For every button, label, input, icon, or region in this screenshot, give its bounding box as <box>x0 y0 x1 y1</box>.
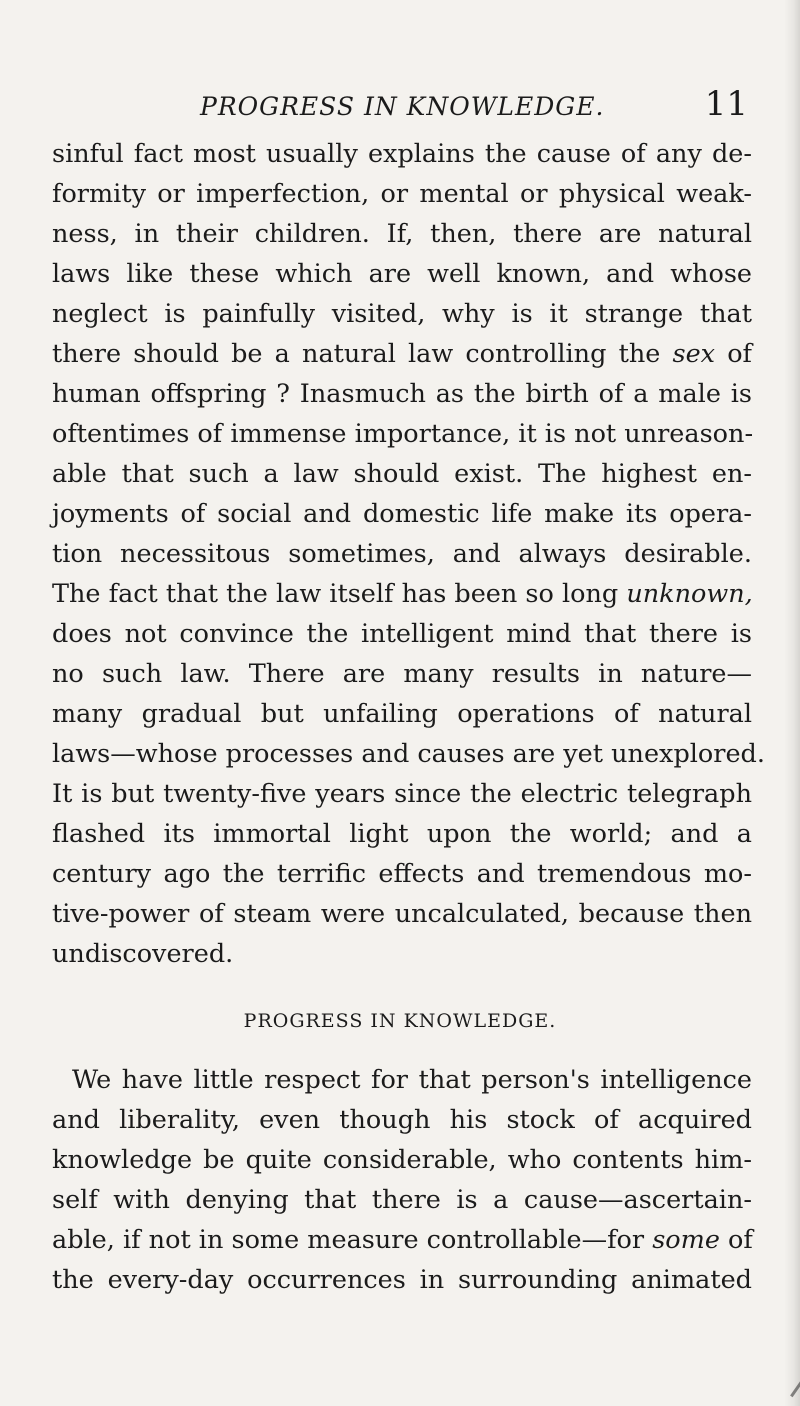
text-line: ness, in their children. If, then, there are natural <box>52 219 752 249</box>
page-edge-shadow <box>784 0 800 1406</box>
text-line: flashed its immortal light upon the world; and a <box>52 819 752 849</box>
text-line: We have little respect for that person's intelligence <box>72 1065 752 1095</box>
text-segment: of <box>719 1225 753 1255</box>
running-head <box>0 82 800 128</box>
text-line: human offspring ? Inasmuch as the birth of a male is <box>52 379 752 409</box>
body-paragraph <box>52 134 765 974</box>
text-line: many gradual but unfailing operations of natural <box>52 699 752 729</box>
text-line <box>52 1220 752 1260</box>
page-number: 11 <box>704 84 748 124</box>
text-line: knowledge be quite considerable, who contents him- <box>52 1145 752 1175</box>
text-line: tion necessitous sometimes, and always desirable. <box>52 539 752 569</box>
text-line: joyments of social and domestic life make its opera- <box>52 499 752 529</box>
text-line <box>52 574 752 614</box>
text-line: does not convince the intelligent mind that there is <box>52 619 752 649</box>
italic-word-sex: sex <box>672 339 716 369</box>
text-line: formity or imperfection, or mental or physical weak- <box>52 179 752 209</box>
section-paragraph <box>52 1060 752 1300</box>
text-line: no such law. There are many results in nature— <box>52 659 752 689</box>
italic-word-unknown: unknown, <box>626 579 753 609</box>
section-heading: PROGRESS IN KNOWLEDGE. <box>243 1010 557 1032</box>
italic-word-some: some <box>652 1225 720 1255</box>
text-line: sinful fact most usually explains the cause of any de- <box>52 139 752 169</box>
text-line: century ago the terrific effects and tremendous mo- <box>52 859 752 889</box>
text-segment: of <box>715 339 752 369</box>
text-segment: The fact that the law itself has been so long <box>52 579 627 609</box>
text-segment: there should be a natural law controlling the <box>52 339 673 369</box>
text-line: able that such a law should exist. The highest en- <box>52 459 752 489</box>
text-line: and liberality, even though his stock of acquired <box>52 1105 752 1135</box>
text-line: oftentimes of immense importance, it is not unreason- <box>52 419 754 449</box>
text-line: neglect is painfully visited, why is it strange that <box>52 299 752 329</box>
text-line: the every-day occurrences in surrounding animated <box>52 1265 752 1295</box>
text-line: laws—whose processes and causes are yet unexplored. <box>52 739 765 769</box>
text-line: It is but twenty-five years since the electric telegraph <box>52 779 752 809</box>
running-head-title: PROGRESS IN KNOWLEDGE. <box>200 92 605 121</box>
text-segment: able, if not in some measure controllable—for <box>52 1225 653 1255</box>
text-line: undiscovered. <box>52 939 234 969</box>
text-line: laws like these which are well known, and whose <box>52 259 752 289</box>
text-line: tive-power of steam were uncalculated, because then <box>52 899 752 929</box>
text-line <box>52 334 752 374</box>
text-line: self with denying that there is a cause—ascertain- <box>52 1185 752 1215</box>
